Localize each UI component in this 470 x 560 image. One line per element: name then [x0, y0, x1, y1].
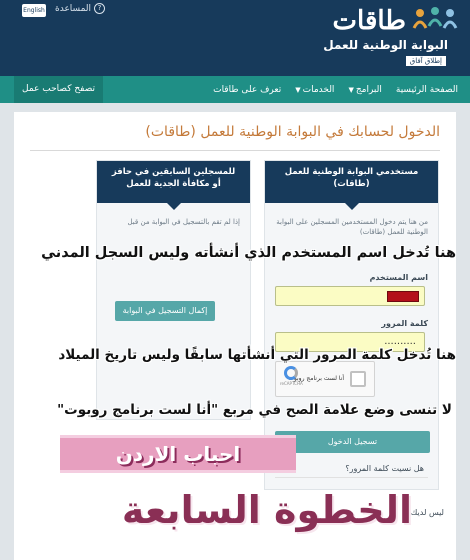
recaptcha-checkbox[interactable]	[350, 371, 366, 387]
logo-wordmark: طاقات	[332, 6, 406, 36]
recaptcha-logo-icon: reCAPTCHA	[280, 366, 302, 394]
recaptcha-widget	[275, 361, 375, 397]
people-logo-icon	[412, 6, 458, 38]
password-input[interactable]: ..........	[275, 332, 425, 352]
divider	[275, 477, 428, 478]
taqat-logo[interactable]	[308, 4, 458, 70]
panel-description: إذا لم تقم بالتسجيل في البوابة من قبل	[127, 218, 240, 226]
panel-description: من هنا يتم دخول المستخدمين المسجلين على البوابة الوطنية للعمل (طاقات)	[276, 218, 428, 236]
help-label: المساعدة	[55, 3, 92, 14]
nav-item-home[interactable]: الصفحة الرئيسية	[395, 84, 458, 95]
no-account-text: ليس لديك	[410, 508, 444, 517]
browse-as-employer-link[interactable]: تصفح كصاحب عمل	[14, 76, 103, 103]
panel-heading: مستخدمي البوابة الوطنية للعمل (طاقات)	[265, 161, 438, 203]
chevron-down-icon: ▼	[348, 85, 354, 94]
username-input[interactable]	[275, 286, 425, 306]
help-icon: ?	[94, 3, 105, 14]
instruction-captcha: لا تنسى وضع علامة الصح في مربع "أنا لست برنامج روبوت"	[57, 402, 452, 418]
redacted-value	[387, 291, 419, 302]
top-header	[0, 0, 470, 76]
instruction-password: هنا تُدخل كلمة المرور التي أنشأتها سابقًا وليس تاريخ الميلاد	[58, 347, 456, 363]
main-nav	[0, 76, 470, 103]
nav-item-programs[interactable]: البرامج▼	[348, 84, 382, 95]
previous-registrants-panel	[96, 160, 251, 420]
panel-heading: للمسجلين السابقين في حافز أو مكافأة الجدية للعمل	[97, 161, 250, 203]
watermark-banner	[60, 435, 296, 473]
help-link[interactable]	[55, 3, 105, 14]
language-button[interactable]: English	[22, 4, 46, 17]
logo-subtitle: البوابة الوطنية للعمل	[323, 38, 448, 52]
login-button[interactable]: تسجيل الدخول	[275, 431, 430, 453]
forgot-password-link[interactable]: هل نسيت كلمة المرور؟	[345, 464, 424, 473]
recaptcha-label: أنا لست برنامج روبوت	[288, 375, 344, 382]
step-title: الخطوة السابعة	[121, 488, 412, 532]
username-label: اسم المستخدم	[369, 273, 428, 282]
nav-item-services[interactable]: الخدمات▼	[295, 84, 335, 95]
password-label: كلمة المرور	[381, 319, 428, 328]
chevron-down-icon: ▼	[295, 85, 301, 94]
instruction-username: هنا تُدخل اسم المستخدم الذي أنشأته وليس السجل المدني	[41, 245, 456, 261]
logo-tagline: إطلاق آفاق	[406, 56, 446, 66]
divider	[30, 150, 440, 151]
nav-item-about[interactable]: تعرف على طاقات	[213, 84, 282, 95]
watermark-text: احباب الاردن	[115, 442, 241, 466]
complete-registration-button[interactable]: إكمال التسجيل في البوابة	[115, 301, 215, 321]
page-title: الدخول لحسابك في البوابة الوطنية للعمل (طاقات)	[145, 124, 440, 140]
